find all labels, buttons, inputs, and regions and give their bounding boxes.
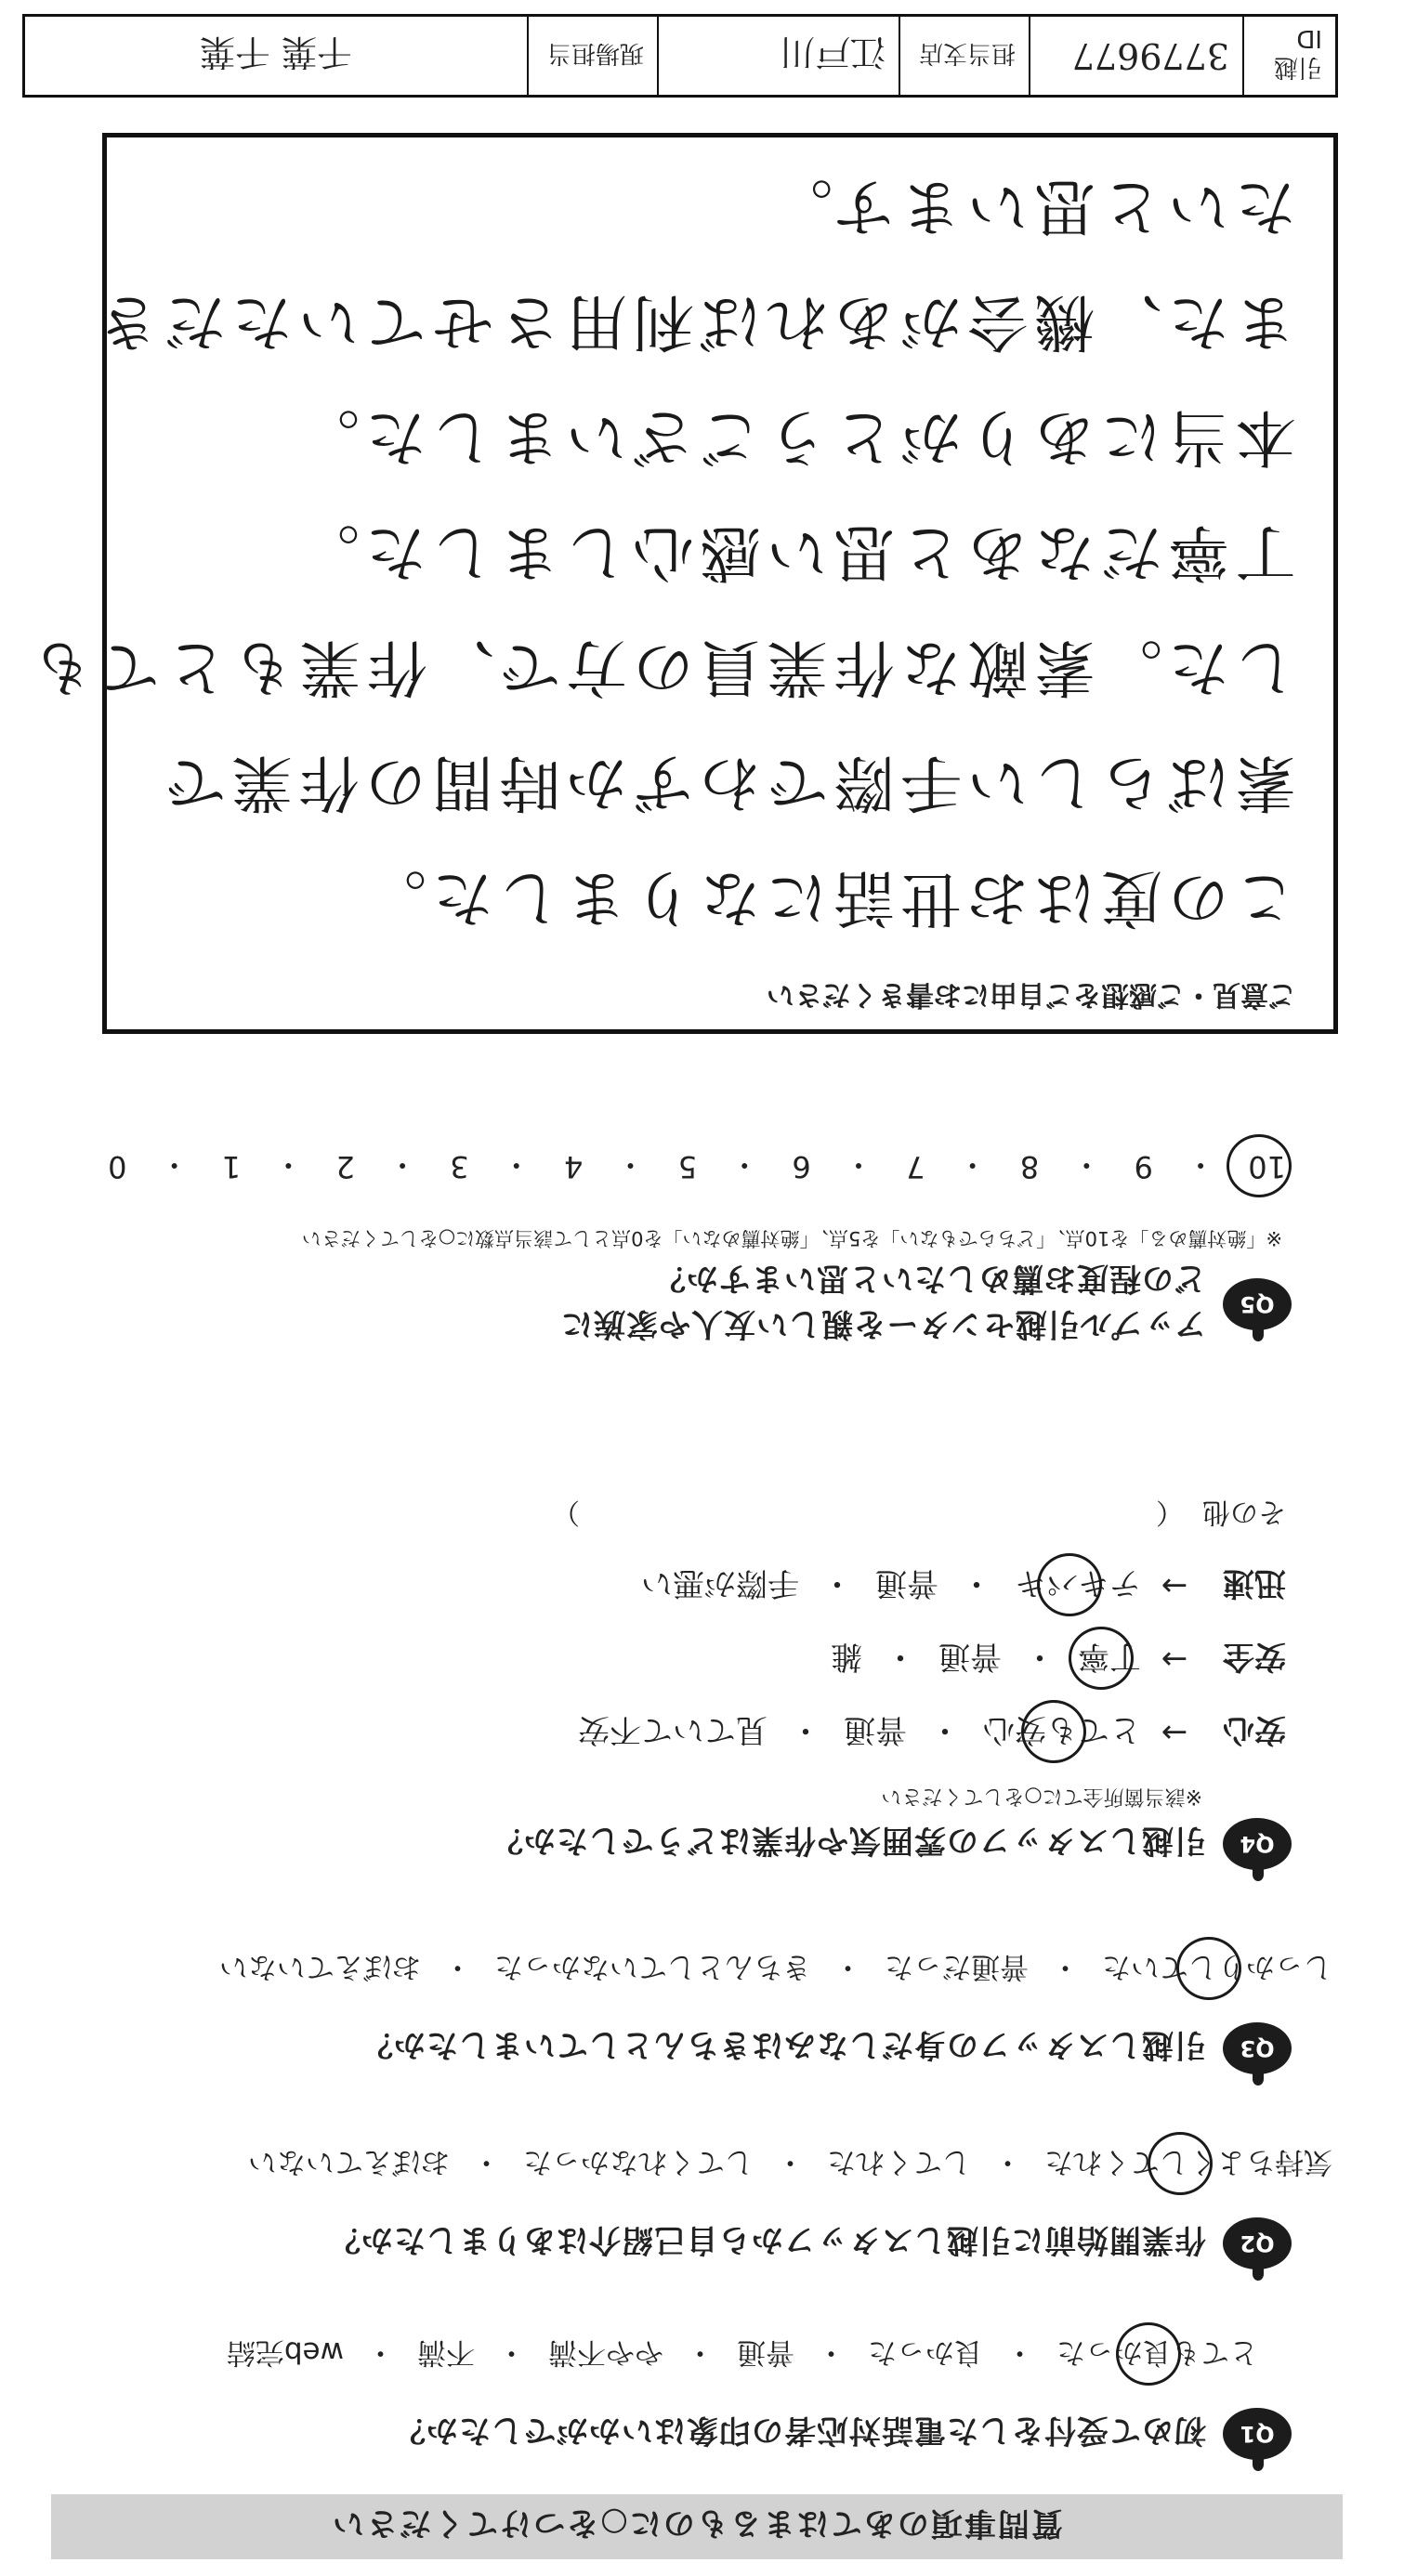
question-5 [84, 1145, 1292, 1350]
q5-title-line2: どの程度お薦めしたいと思いますか？ [653, 1260, 1206, 1297]
comment-label: ご意見・ご感想をご自由にお書きください [767, 978, 1296, 1011]
arrow-right-icon: → [1161, 1567, 1188, 1605]
id-label: 引越ID [1242, 17, 1335, 95]
q1-option[interactable]: 良かった [868, 2335, 983, 2369]
q4-row-safety-mind: 安心 → とても安心 ・ 普通 ・ 見ていて不安 [84, 1710, 1286, 1756]
q4-option[interactable]: テキパキ [1009, 1563, 1147, 1609]
q4-row-label: 安心 [1223, 1711, 1286, 1748]
comment-line: たいと思います。 [766, 171, 1296, 242]
q1-option[interactable]: やや不満 [548, 2335, 663, 2369]
q2-badge: Q2 [1223, 2217, 1292, 2269]
q4-option[interactable]: 見ていて不安 [578, 1711, 768, 1748]
comment-line: 本当にありがとうございました。 [293, 401, 1296, 473]
arrow-right-icon: → [1161, 1714, 1188, 1752]
question-3 [84, 1949, 1332, 2074]
id-value: 3779677 [1029, 17, 1242, 95]
q2-option[interactable]: 気持ちよくしてくれた [1039, 2144, 1338, 2186]
q4-title: 引越しスタッフの雰囲気や作業はどうでしたか？ [491, 1822, 1206, 1860]
comment-line: この度はお世話になりました。 [360, 862, 1296, 934]
branch-label: 担当支店 [899, 17, 1029, 95]
q2-option[interactable]: してくれた [827, 2145, 971, 2178]
q5-score[interactable]: 7 [906, 1149, 925, 1184]
q5-score[interactable]: 8 [1019, 1149, 1040, 1184]
q5-score[interactable]: 1 [221, 1149, 242, 1184]
comment-line: 素ばらしい手際でわずか時間の作業で [159, 747, 1296, 818]
q4-option[interactable]: とても安心 [977, 1710, 1147, 1756]
q5-title-line1: アップル引越センターを親しい友人や家族に [560, 1305, 1206, 1342]
comment-line: 丁寧だなあと思い感心しました。 [293, 517, 1296, 588]
q5-score[interactable]: 10 [1242, 1149, 1292, 1184]
q1-option[interactable]: web完結 [226, 2335, 344, 2369]
q3-badge: Q3 [1223, 2022, 1292, 2074]
question-2 [84, 2144, 1332, 2269]
q3-title: 引越しスタッフの身だしなみはきちんとしていましたか？ [361, 2026, 1206, 2064]
q4-option[interactable]: 普通 [844, 1711, 907, 1748]
q4-row-safety: 安全 → 丁寧 ・ 普通 ・ 雑 [84, 1637, 1286, 1682]
q4-other [84, 1495, 1286, 1536]
q1-badge: Q1 [1223, 2408, 1292, 2460]
q1-options: とても良かった ・ 良かった ・ 普通 ・ やや不満 ・ 不満 ・ web完結 [84, 2334, 1264, 2376]
q5-badge: Q5 [1223, 1278, 1292, 1330]
q5-score[interactable]: 6 [792, 1149, 811, 1184]
q4-option[interactable]: 普通 [938, 1638, 1002, 1675]
q4-option[interactable]: 丁寧 [1072, 1637, 1147, 1682]
comment-line: した。素敵な作業員の方で、作業もとても [26, 632, 1296, 703]
question-1 [84, 2334, 1292, 2460]
q3-options: しっかりしていた ・ 普通だった ・ きちんとしていなかった ・ おぼえていない [84, 1949, 1338, 1991]
arrow-right-icon: → [1161, 1641, 1188, 1679]
q4-row-label: 迅速 [1223, 1564, 1286, 1602]
instruction-text: 質問事項のあてはまるものに○をつけてください [331, 2504, 1063, 2543]
q5-score[interactable]: 9 [1134, 1149, 1153, 1184]
q4-row-label: 安全 [1223, 1638, 1286, 1675]
q3-option[interactable]: 普通だった [885, 1950, 1029, 1983]
footer-info-table [22, 14, 1338, 98]
q1-option[interactable]: とても良かった [1051, 2334, 1264, 2376]
q4-other-label: その他 [1202, 1496, 1286, 1528]
q5-score[interactable]: 5 [677, 1149, 698, 1184]
q2-options: 気持ちよくしてくれた ・ してくれた ・ してくれなかった ・ おぼえていない [84, 2144, 1338, 2186]
leader-value: 千葉 千葉 [199, 32, 353, 73]
question-4 [84, 1495, 1292, 1870]
q5-score[interactable]: 0 [108, 1149, 127, 1184]
q5-scale: 10 ・ 9 ・ 8 ・ 7 ・ 6 ・ 5 ・ 4 ・ 3 ・ 2 ・ 1 ・ 0 [102, 1145, 1292, 1188]
q3-option[interactable]: おぼえていない [219, 1950, 421, 1983]
branch-value: 江戸川 [657, 17, 899, 95]
instruction-banner [51, 2494, 1343, 2559]
q4-badge: Q4 [1223, 1818, 1292, 1870]
q1-title: 初めて受付をした電話対応者の印象はいかがでしたか？ [393, 2412, 1206, 2450]
q4-other-close: ） [552, 1496, 580, 1528]
q1-option[interactable]: 不満 [417, 2335, 475, 2369]
q2-title: 作業開始前に引越しスタッフから自己紹介はありましたか？ [328, 2221, 1206, 2259]
q4-other-open: （ [1156, 1496, 1184, 1528]
q2-option[interactable]: おぼえていない [248, 2145, 450, 2178]
q3-option[interactable]: きちんとしていなかった [494, 1950, 811, 1983]
q2-option[interactable]: してくれなかった [523, 2145, 754, 2178]
q5-score[interactable]: 3 [450, 1149, 469, 1184]
comment-line: また、機会があれば利用させていただき [92, 286, 1296, 358]
q1-option[interactable]: 普通 [737, 2335, 794, 2369]
q5-note: ※「絶対薦める」を10点、「どちらでもない」を5点、「絶対薦めない」を0点として該当点数に○をしてください [301, 1227, 1282, 1249]
leader-label: 現場担当 [527, 17, 657, 95]
q4-option[interactable]: 雑 [831, 1638, 862, 1675]
q5-score[interactable]: 2 [335, 1149, 355, 1184]
q4-note: ※該当箇所全てに○をしてください [881, 1785, 1202, 1808]
q3-option[interactable]: しっかりしていた [1096, 1949, 1338, 1991]
q5-score[interactable]: 4 [563, 1149, 584, 1184]
comment-box[interactable] [26, 133, 1338, 1034]
q4-option[interactable]: 普通 [875, 1564, 938, 1602]
q4-row-speed: 迅速 → テキパキ ・ 普通 ・ 手際が悪い [84, 1563, 1286, 1609]
q4-option[interactable]: 手際が悪い [641, 1564, 799, 1602]
handwritten-comment [26, 149, 1296, 955]
